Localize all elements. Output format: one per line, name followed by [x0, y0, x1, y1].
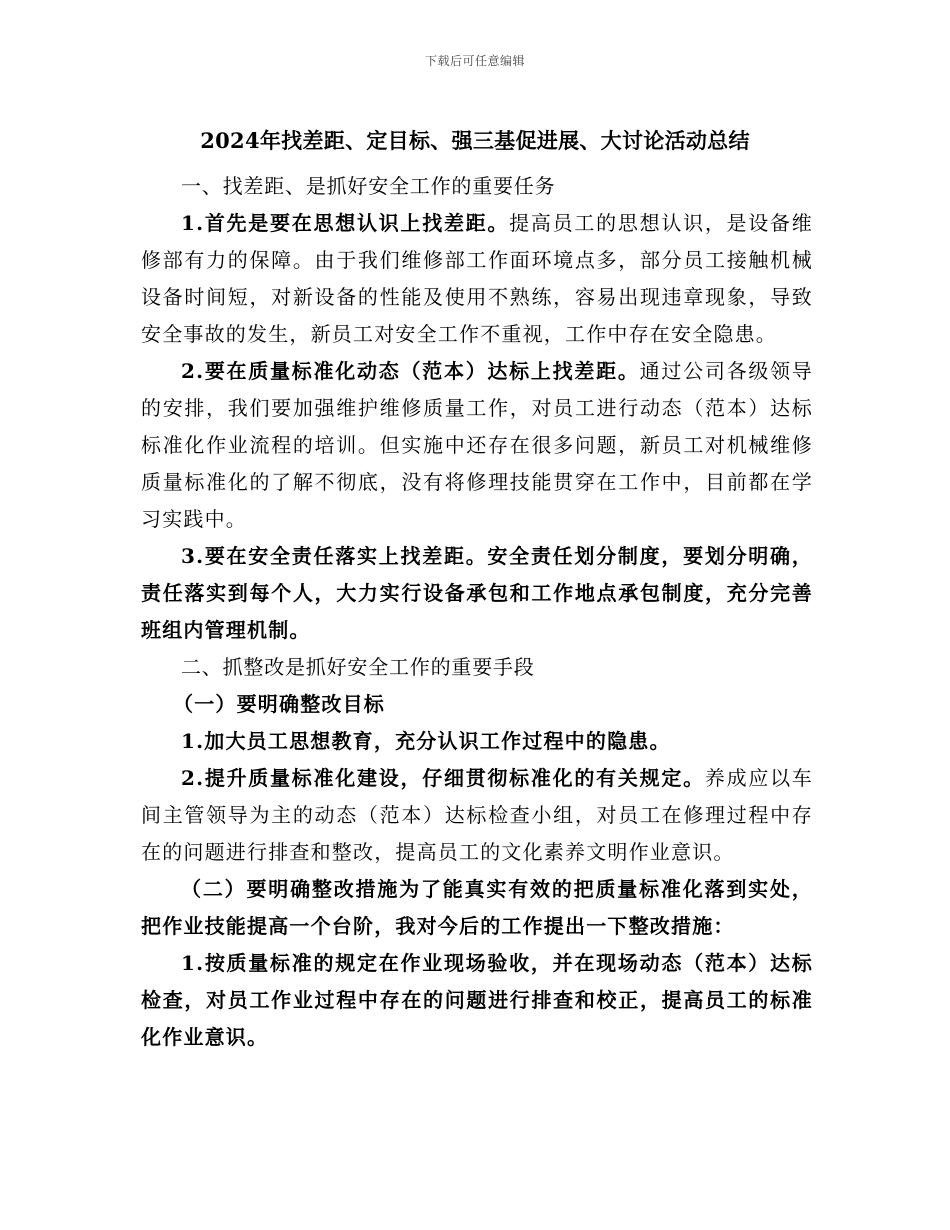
paragraph-4: 1.加大员工思想教育，充分认识工作过程中的隐患。 — [181, 729, 671, 753]
paragraph-2-lead: 2.要在质量标准化动态（范本）达标上找差距。 — [181, 359, 640, 383]
paragraph-5-lead: 2.提升质量标准化建设，仔细贯彻标准化的有关规定。 — [181, 766, 705, 790]
paragraph-3: 3.要在安全责任落实上找差距。安全责任划分制度，要划分明确，责任落实到每个人，大力实行设备承包和工作地点承包制度，充分完善班组内管理机制。 — [141, 544, 813, 642]
section-heading-1: 一、找差距、是抓好安全工作的重要任务 — [181, 174, 556, 198]
subheading-1: （一）要明确整改目标 — [173, 692, 385, 716]
page-header: 下载后可任意编辑 — [424, 54, 525, 68]
document-title: 2024年找差距、定目标、强三基促进展、大讨论活动总结 — [200, 128, 750, 153]
paragraph-5-text: 养成应以车间主管领导为主的动态（范本）达标检查小组，对员工在修理过程中存在的问题进行排查和整改，提高员工的文化素养文明作业意识。 — [141, 766, 814, 864]
paragraph-1-text: 提高员工的思想认识，是设备维修部有力的保障。由于我们维修部工作面环境点多，部分员工接触机械设备时间短，对新设备的性能及使用不熟练，容易出现违章现象，导致安全事故的发生，新员工对安全工作不重视，工作中存在安全隐患。 — [141, 211, 813, 346]
section-heading-2: 二、抓整改是抓好安全工作的重要手段 — [181, 655, 535, 679]
paragraph-5 — [141, 760, 813, 871]
paragraph-6: （二）要明确整改措施为了能真实有效的把质量标准化落到实处，把作业技能提高一个台阶，我对今后的工作提出一下整改措施： — [141, 877, 813, 938]
paragraph-7: 1.按质量标准的规定在作业现场验收，并在现场动态（范本）达标检查，对员工作业过程中存在的问题进行排查和校正，提高员工的标准化作业意识。 — [141, 951, 813, 1049]
paragraph-1 — [141, 205, 813, 353]
paragraph-1-lead: 1.首先是要在思想认识上找差距。 — [181, 211, 510, 235]
document-body — [141, 168, 813, 1056]
paragraph-2 — [141, 353, 813, 538]
paragraph-2-text: 通过公司各级领导的安排，我们要加强维护维修质量工作，对员工进行动态（范本）达标标准化作业流程的培训。但实施中还存在很多问题，新员工对机械维修质量标准化的了解不彻底，没有将修理技能贯穿在工作中，目前都在学习实践中。 — [141, 359, 814, 531]
